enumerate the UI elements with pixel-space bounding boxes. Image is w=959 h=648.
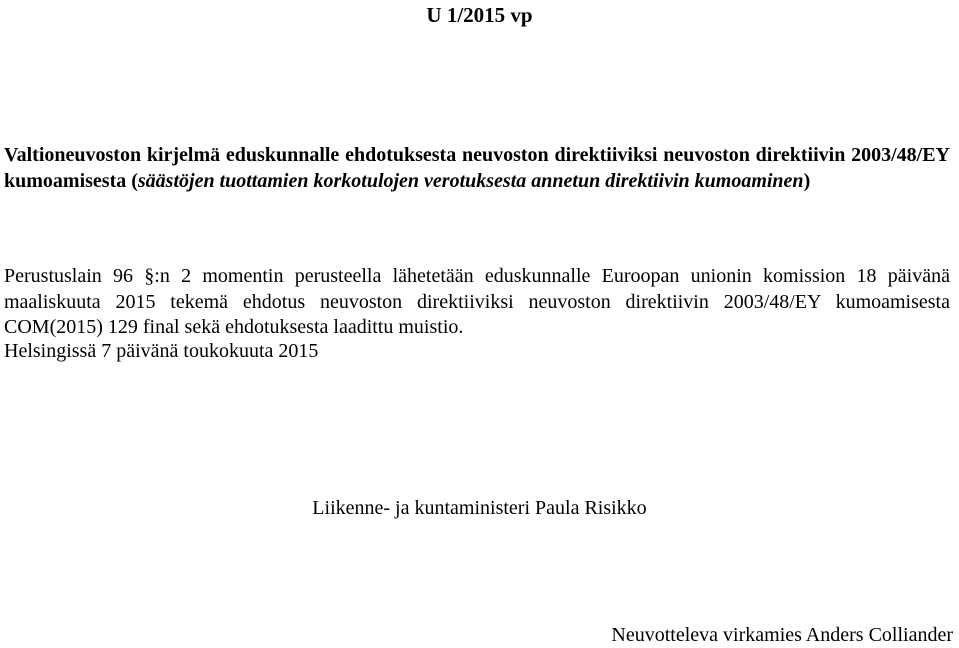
document-identifier: U 1/2015 vp xyxy=(426,3,533,27)
counsellor-signature: Neuvotteleva virkamies Anders Colliander xyxy=(611,624,953,646)
title-closing-paren: ) xyxy=(803,169,811,192)
place-and-date: Helsingissä 7 päivänä toukokuuta 2015 xyxy=(4,340,319,362)
minister-signature: Liikenne- ja kuntaministeri Paula Risikko xyxy=(312,497,647,519)
document-title xyxy=(4,143,950,194)
body-paragraph: Perustuslain 96 §:n 2 momentin perusteella lähetetään eduskunnalle Euroopan unionin komission 18 päivänä maaliskuuta 2015 tekemä ehdotus neuvoston direktiiviksi neuvoston direktiivin 2003/48/EY kumoamisesta COM(2015) 129 final sekä ehdotuksesta laadittu muistio. xyxy=(4,265,950,338)
title-text: Valtioneuvoston kirjelmä eduskunnalle ehdotuksesta neuvoston direktiiviksi neuvoston direktiivin 2003/48/EY kumoamisesta ( xyxy=(4,144,950,192)
title-italic-subtitle: säästöjen tuottamien korkotulojen verotuksesta annetun direktiivin kumoaminen xyxy=(137,169,804,192)
